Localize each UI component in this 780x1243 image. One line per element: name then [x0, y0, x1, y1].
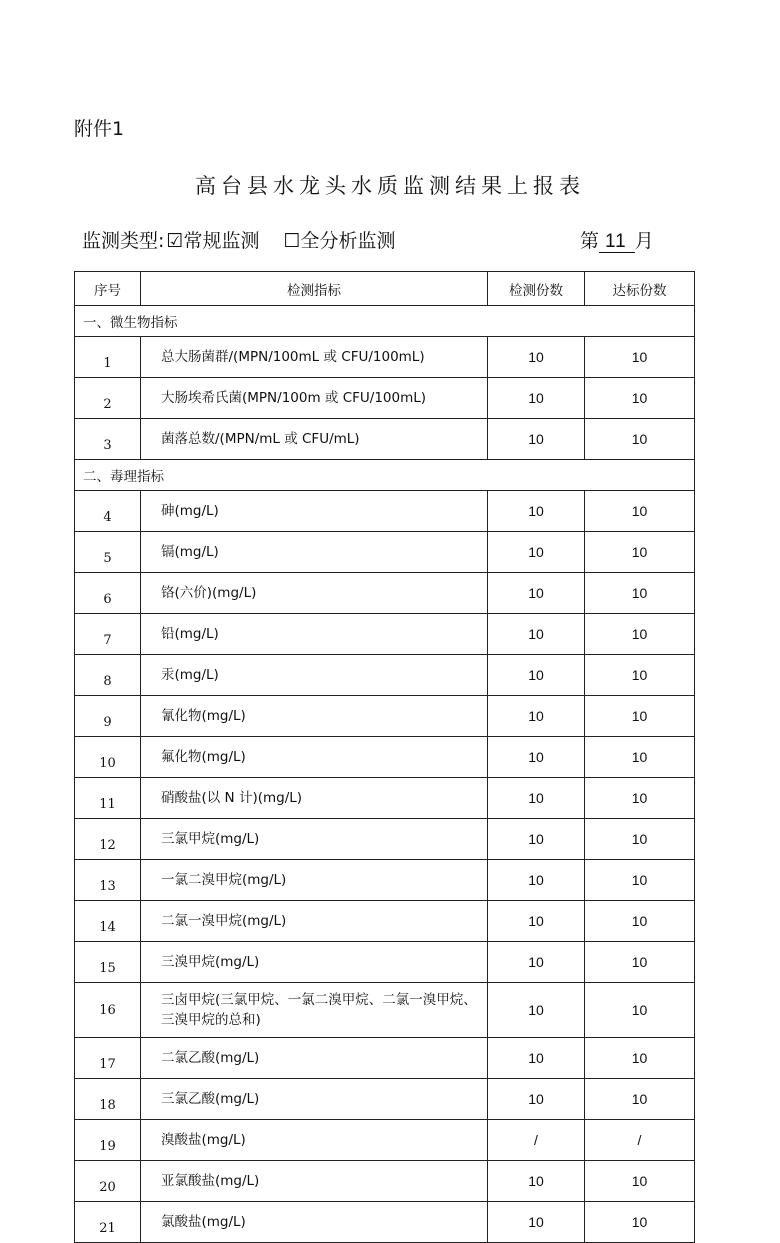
table-row — [75, 860, 695, 901]
row-passed: 10 — [585, 1079, 695, 1120]
row-tested: 10 — [488, 819, 585, 860]
row-passed: 10 — [585, 573, 695, 614]
row-no: 20 — [75, 1161, 141, 1202]
row-indicator: 总大肠菌群/(MPN/100mL 或 CFU/100mL) — [141, 337, 488, 378]
row-indicator: 砷(mg/L) — [141, 491, 488, 532]
monitoring-type-line — [82, 226, 396, 253]
row-indicator: 铅(mg/L) — [141, 614, 488, 655]
row-no: 5 — [75, 532, 141, 573]
header-tested: 检测份数 — [488, 272, 585, 306]
row-indicator: 氟化物(mg/L) — [141, 737, 488, 778]
row-no: 2 — [75, 378, 141, 419]
table-row — [75, 983, 695, 1038]
row-tested: 10 — [488, 901, 585, 942]
table-row — [75, 942, 695, 983]
row-passed: 10 — [585, 378, 695, 419]
row-passed: 10 — [585, 696, 695, 737]
row-indicator: 汞(mg/L) — [141, 655, 488, 696]
row-no: 10 — [75, 737, 141, 778]
row-passed: 10 — [585, 614, 695, 655]
table-row — [75, 655, 695, 696]
row-passed: 10 — [585, 778, 695, 819]
row-passed: 10 — [585, 491, 695, 532]
table-row — [75, 378, 695, 419]
option-full-analysis: ☐全分析监测 — [283, 230, 396, 252]
option-routine-checked: ☑常规监测 — [166, 230, 260, 252]
row-tested: 10 — [488, 778, 585, 819]
row-no: 15 — [75, 942, 141, 983]
row-passed: / — [585, 1120, 695, 1161]
row-no: 17 — [75, 1038, 141, 1079]
row-indicator: 氯酸盐(mg/L) — [141, 1202, 488, 1243]
table-row — [75, 614, 695, 655]
row-indicator: 大肠埃希氏菌(MPN/100m 或 CFU/100mL) — [141, 378, 488, 419]
month-suffix: 月 — [634, 230, 654, 252]
row-indicator: 三氯甲烷(mg/L) — [141, 819, 488, 860]
section-title-microbial: 一、微生物指标 — [75, 306, 695, 337]
row-indicator: 镉(mg/L) — [141, 532, 488, 573]
table-row — [75, 491, 695, 532]
row-no: 11 — [75, 778, 141, 819]
row-indicator: 三溴甲烷(mg/L) — [141, 942, 488, 983]
table-row — [75, 419, 695, 460]
month-value: 11 — [599, 232, 635, 253]
attachment-label: 附件1 — [74, 118, 125, 140]
table-row — [75, 737, 695, 778]
row-indicator: 菌落总数/(MPN/mL 或 CFU/mL) — [141, 419, 488, 460]
row-no: 12 — [75, 819, 141, 860]
table-row — [75, 337, 695, 378]
row-indicator: 二氯乙酸(mg/L) — [141, 1038, 488, 1079]
row-tested: 10 — [488, 1161, 585, 1202]
row-passed: 10 — [585, 901, 695, 942]
table-row — [75, 901, 695, 942]
row-passed: 10 — [585, 419, 695, 460]
table-row — [75, 1120, 695, 1161]
row-indicator: 二氯一溴甲烷(mg/L) — [141, 901, 488, 942]
row-passed: 10 — [585, 1202, 695, 1243]
row-no: 7 — [75, 614, 141, 655]
row-passed: 10 — [585, 737, 695, 778]
table-row — [75, 1161, 695, 1202]
row-passed: 10 — [585, 532, 695, 573]
row-tested: / — [488, 1120, 585, 1161]
row-no: 21 — [75, 1202, 141, 1243]
row-passed: 10 — [585, 1038, 695, 1079]
section-row — [75, 460, 695, 491]
header-indicator: 检测指标 — [141, 272, 488, 306]
row-passed: 10 — [585, 942, 695, 983]
row-no: 18 — [75, 1079, 141, 1120]
row-indicator: 溴酸盐(mg/L) — [141, 1120, 488, 1161]
row-no: 14 — [75, 901, 141, 942]
section-row — [75, 306, 695, 337]
row-no: 8 — [75, 655, 141, 696]
row-indicator: 亚氯酸盐(mg/L) — [141, 1161, 488, 1202]
row-tested: 10 — [488, 696, 585, 737]
row-passed: 10 — [585, 337, 695, 378]
row-tested: 10 — [488, 655, 585, 696]
row-no: 9 — [75, 696, 141, 737]
row-tested: 10 — [488, 491, 585, 532]
row-passed: 10 — [585, 819, 695, 860]
row-indicator: 氰化物(mg/L) — [141, 696, 488, 737]
row-tested: 10 — [488, 419, 585, 460]
row-passed: 10 — [585, 983, 695, 1038]
table-row — [75, 573, 695, 614]
report-title: 高台县水龙头水质监测结果上报表 — [195, 174, 585, 198]
row-passed: 10 — [585, 1161, 695, 1202]
row-passed: 10 — [585, 860, 695, 901]
row-tested: 10 — [488, 1038, 585, 1079]
results-table — [74, 271, 695, 1243]
table-row — [75, 1038, 695, 1079]
row-tested: 10 — [488, 573, 585, 614]
row-no: 1 — [75, 337, 141, 378]
row-tested: 10 — [488, 860, 585, 901]
header-no: 序号 — [75, 272, 141, 306]
table-row — [75, 778, 695, 819]
row-tested: 10 — [488, 737, 585, 778]
row-indicator: 一氯二溴甲烷(mg/L) — [141, 860, 488, 901]
table-header-row — [75, 272, 695, 306]
row-no: 3 — [75, 419, 141, 460]
row-indicator: 三卤甲烷(三氯甲烷、一氯二溴甲烷、二氯一溴甲烷、三溴甲烷的总和) — [141, 983, 488, 1038]
row-tested: 10 — [488, 532, 585, 573]
row-tested: 10 — [488, 942, 585, 983]
row-no: 6 — [75, 573, 141, 614]
row-tested: 10 — [488, 1079, 585, 1120]
section-title-toxicology: 二、毒理指标 — [75, 460, 695, 491]
row-passed: 10 — [585, 655, 695, 696]
row-no: 19 — [75, 1120, 141, 1161]
table-row — [75, 1079, 695, 1120]
row-tested: 10 — [488, 378, 585, 419]
row-no: 16 — [75, 983, 141, 1038]
row-no: 4 — [75, 491, 141, 532]
row-indicator: 硝酸盐(以 N 计)(mg/L) — [141, 778, 488, 819]
month-line — [580, 226, 654, 253]
table-row — [75, 1202, 695, 1243]
table-row — [75, 532, 695, 573]
row-indicator: 铬(六价)(mg/L) — [141, 573, 488, 614]
monitoring-type-label: 监测类型: — [82, 230, 165, 252]
row-tested: 10 — [488, 337, 585, 378]
table-row — [75, 696, 695, 737]
row-indicator: 三氯乙酸(mg/L) — [141, 1079, 488, 1120]
row-tested: 10 — [488, 1202, 585, 1243]
row-tested: 10 — [488, 983, 585, 1038]
month-prefix: 第 — [580, 230, 600, 252]
row-no: 13 — [75, 860, 141, 901]
header-passed: 达标份数 — [585, 272, 695, 306]
table-row — [75, 819, 695, 860]
row-tested: 10 — [488, 614, 585, 655]
